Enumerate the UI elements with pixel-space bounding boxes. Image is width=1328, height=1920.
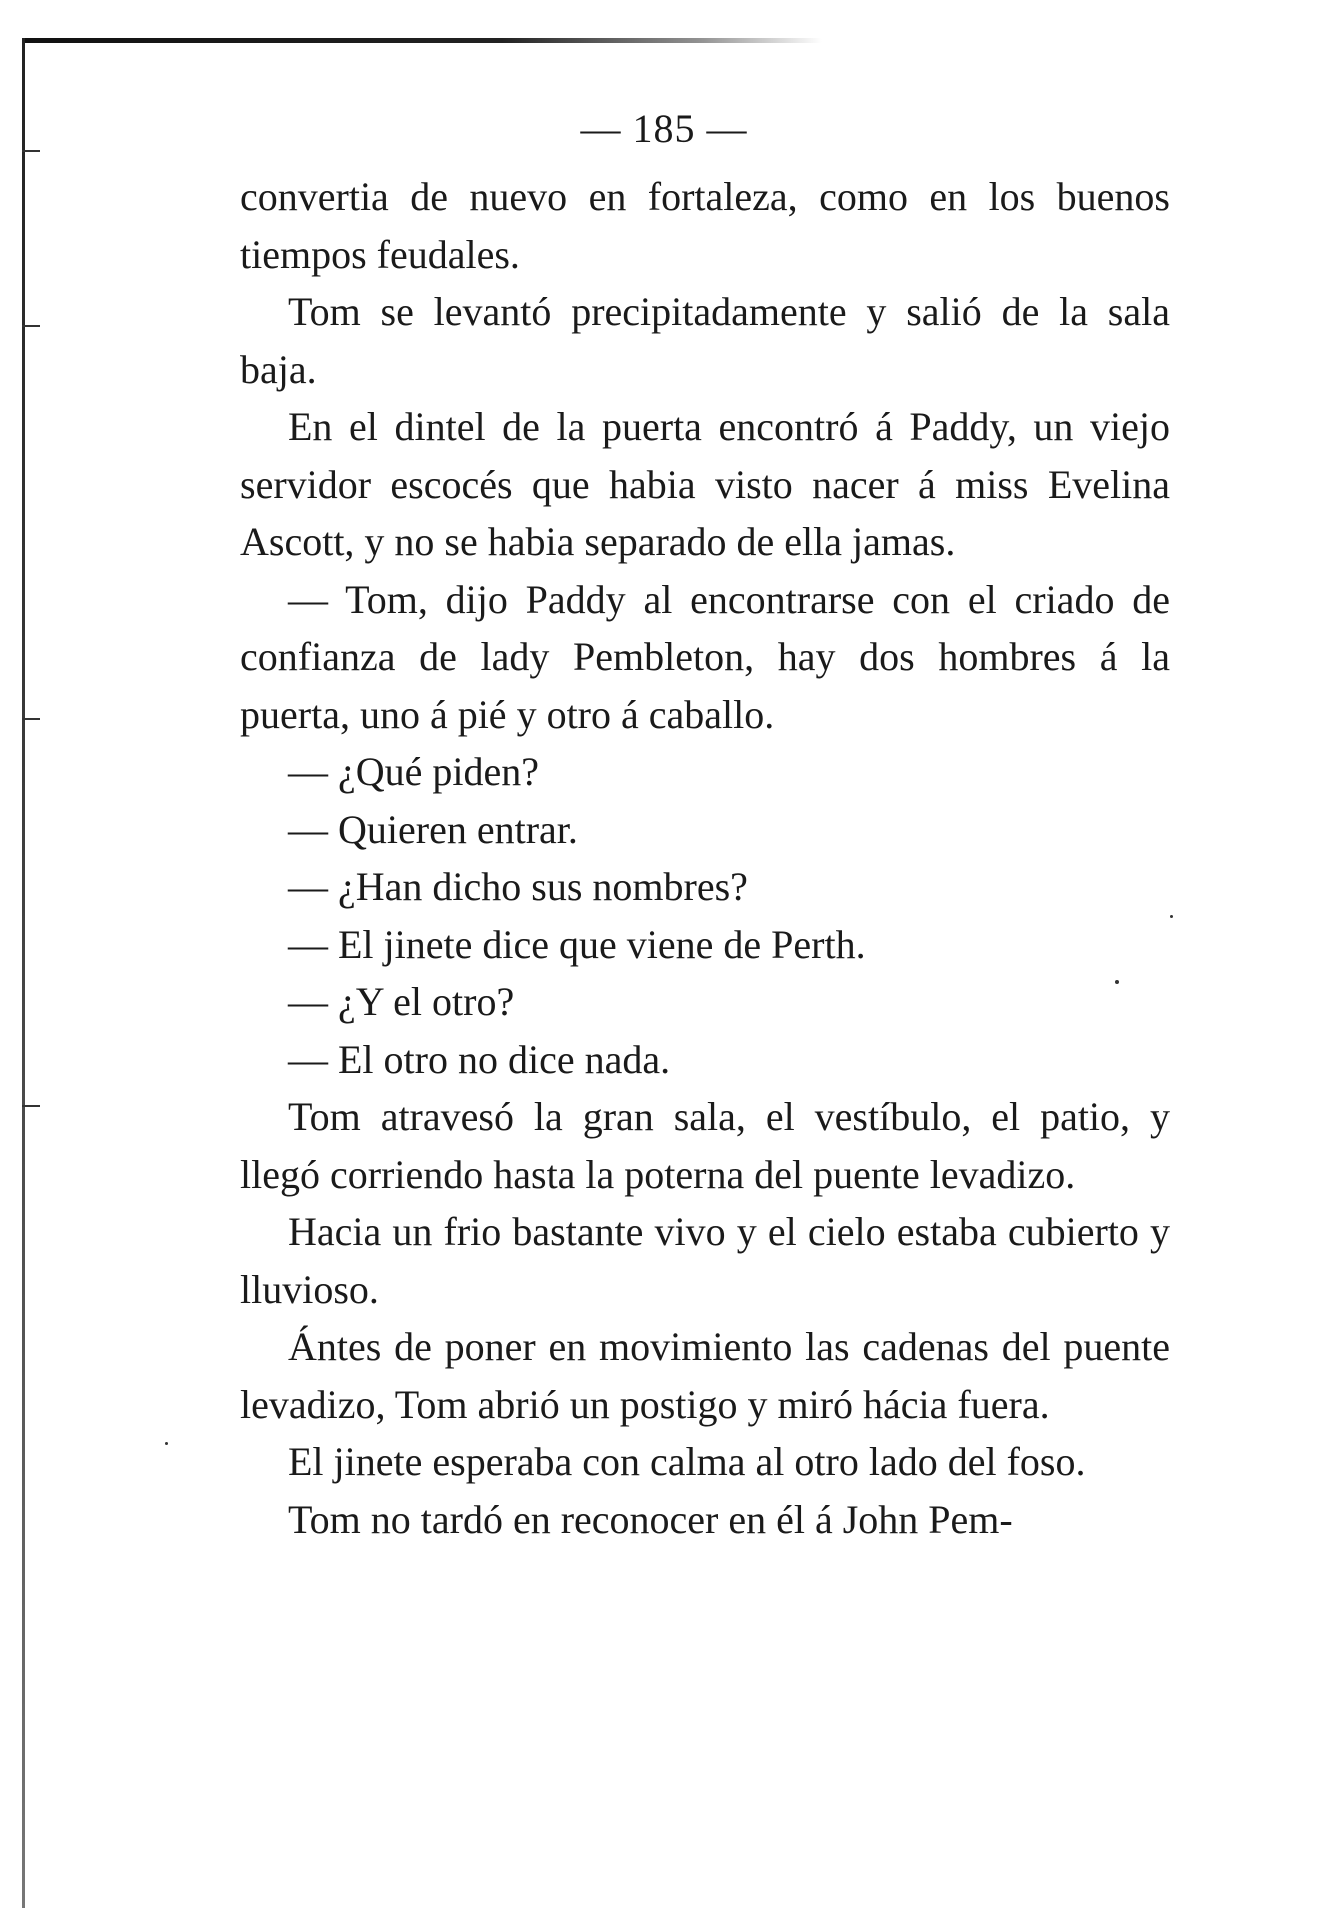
- ink-speck: [1170, 915, 1173, 918]
- dialogue-line: — El otro no dice nada.: [288, 1036, 671, 1082]
- dialogue-line: — ¿Han dicho sus nombres?: [288, 864, 748, 909]
- dialogue-line: — ¿Qué piden?: [288, 749, 540, 794]
- scan-edge-left: [22, 38, 25, 1908]
- body-text: [240, 168, 1170, 1548]
- scan-edge-tick: [22, 325, 40, 327]
- paragraph: Tom atravesó la gran sala, el vestíbulo, el patio, y llegó corriendo hasta la poterna del puente levadizo.: [240, 1094, 1170, 1197]
- paragraph: — Tom, dijo Paddy al encontrarse con el criado de confianza de lady Pembleton, hay dos hombres á la puerta, uno á pié y otro á caballo.: [240, 576, 1170, 737]
- paragraph: El jinete esperaba con calma al otro lado del foso.: [288, 1439, 1086, 1484]
- scan-edge-tick: [22, 1105, 40, 1107]
- scan-edge-top: [22, 38, 822, 43]
- dialogue-line: — Quieren entrar.: [288, 806, 578, 852]
- paragraph: convertia de nuevo en fortaleza, como en los buenos tiempos feudales.: [240, 174, 1170, 277]
- dialogue-line: — El jinete dice que viene de Perth.: [288, 921, 866, 967]
- ink-speck: [165, 1442, 168, 1445]
- scan-edge-tick: [22, 718, 40, 720]
- paragraph: Hacia un frio bastante vivo y el cielo estaba cubierto y lluvioso.: [240, 1209, 1170, 1312]
- page-number: — 185 —: [580, 106, 748, 151]
- dialogue-line: — ¿Y el otro?: [288, 979, 515, 1024]
- paragraph: Tom no tardó en reconocer en él á John Pem-: [288, 1496, 1013, 1542]
- paragraph: En el dintel de la puerta encontró á Paddy, un viejo servidor escocés que habia visto nacer á miss Evelina Ascott, y no se habia separado de ella jamas.: [240, 404, 1170, 564]
- paragraph: Tom se levantó precipitadamente y salió de la sala baja.: [240, 289, 1170, 392]
- paragraph: Ántes de poner en movimiento las cadenas del puente levadizo, Tom abrió un postigo y miró hácia fuera.: [240, 1324, 1170, 1427]
